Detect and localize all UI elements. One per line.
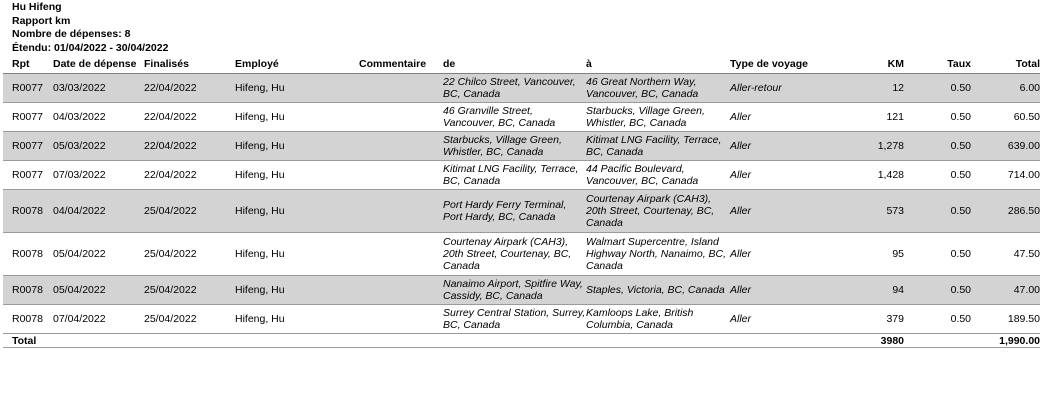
cell-to: 44 Pacific Boulevard, Vancouver, BC, Canada: [586, 163, 699, 187]
cell-total: 189.50: [1007, 313, 1040, 325]
total-label: Total: [3, 334, 53, 348]
cell-km: 1,428: [877, 169, 904, 181]
cell-rate: 0.50: [950, 140, 971, 152]
cell-total: 714.00: [1007, 169, 1040, 181]
cell-from: 22 Chilco Street, Vancouver, BC, Canada: [443, 76, 576, 100]
report-title: Rapport km: [12, 14, 71, 27]
cell-total: 60.50: [1013, 111, 1040, 123]
cell-employee: Hifeng, Hu: [235, 313, 285, 325]
cell-date: 03/03/2022: [53, 82, 106, 94]
cell-total: 286.50: [1007, 205, 1040, 217]
cell-rpt: R0077: [12, 82, 43, 94]
cell-finalized: 25/04/2022: [144, 205, 197, 217]
cell-finalized: 22/04/2022: [144, 111, 197, 123]
cell-total: 639.00: [1007, 140, 1040, 152]
cell-date: 05/04/2022: [53, 284, 106, 296]
cell-comment: [359, 161, 443, 190]
cell-to: Kamloops Lake, British Columbia, Canada: [586, 307, 694, 331]
cell-comment: [359, 233, 443, 276]
cell-trip: Aller: [730, 169, 752, 181]
cell-rate: 0.50: [950, 111, 971, 123]
cell-from: Port Hardy Ferry Terminal, Port Hardy, BC, Canada: [443, 199, 567, 223]
cell-rpt: R0077: [12, 169, 43, 181]
cell-date: 07/04/2022: [53, 313, 106, 325]
cell-trip: Aller: [730, 248, 752, 260]
cell-rate: 0.50: [950, 284, 971, 296]
table-row: [3, 305, 1040, 334]
cell-date: 05/04/2022: [53, 248, 106, 260]
cell-comment: [359, 74, 443, 103]
table-row: [3, 161, 1040, 190]
employee-name: Hu Hifeng: [12, 1, 62, 13]
cell-employee: Hifeng, Hu: [235, 169, 285, 181]
expense-table: [3, 58, 1040, 348]
cell-km: 121: [886, 111, 904, 123]
table-row: [3, 190, 1040, 233]
col-expense-date: Date de dépense: [53, 58, 144, 74]
col-from: de: [443, 58, 586, 74]
table-row: [3, 103, 1040, 132]
cell-from: 46 Granville Street, Vancouver, BC, Canada: [443, 105, 556, 129]
cell-date: 07/03/2022: [53, 169, 106, 181]
cell-km: 12: [892, 82, 904, 94]
cell-trip: Aller: [730, 140, 752, 152]
cell-rpt: R0077: [12, 111, 43, 123]
cell-employee: Hifeng, Hu: [235, 82, 285, 94]
cell-rpt: R0078: [12, 284, 43, 296]
cell-finalized: 22/04/2022: [144, 140, 197, 152]
col-km: KM: [809, 58, 904, 74]
cell-rate: 0.50: [950, 313, 971, 325]
cell-finalized: 25/04/2022: [144, 284, 197, 296]
cell-employee: Hifeng, Hu: [235, 248, 285, 260]
cell-total: 47.00: [1013, 284, 1040, 296]
cell-finalized: 22/04/2022: [144, 82, 197, 94]
date-range: Étendu: 01/04/2022 - 30/04/2022: [12, 41, 169, 54]
cell-employee: Hifeng, Hu: [235, 111, 285, 123]
cell-to: Staples, Victoria, BC, Canada: [586, 284, 725, 296]
cell-from: Starbucks, Village Green, Whistler, BC, Canada: [443, 134, 562, 158]
cell-trip: Aller: [730, 284, 752, 296]
cell-trip: Aller: [730, 205, 752, 217]
total-row: [3, 334, 1040, 348]
col-total: Total: [971, 58, 1040, 74]
table-row: [3, 74, 1040, 103]
table-header-row: [3, 58, 1040, 74]
cell-comment: [359, 103, 443, 132]
cell-rate: 0.50: [950, 248, 971, 260]
col-comment: Commentaire: [359, 58, 443, 74]
cell-date: 05/03/2022: [53, 140, 106, 152]
cell-trip: Aller: [730, 313, 752, 325]
col-finalized: Finalisés: [144, 58, 235, 74]
cell-from: Nanaimo Airport, Spitfire Way, Cassidy, BC, Canada: [443, 278, 583, 302]
cell-comment: [359, 190, 443, 233]
cell-to: Starbucks, Village Green, Whistler, BC, Canada: [586, 105, 705, 129]
cell-date: 04/04/2022: [53, 205, 106, 217]
cell-rpt: R0077: [12, 140, 43, 152]
cell-km: 573: [886, 205, 904, 217]
cell-employee: Hifeng, Hu: [235, 284, 285, 296]
col-rpt: Rpt: [3, 58, 53, 74]
cell-from: Kitimat LNG Facility, Terrace, BC, Canada: [443, 163, 579, 187]
cell-from: Courtenay Airpark (CAH3), 20th Street, Courtenay, BC, Canada: [443, 236, 572, 272]
cell-rpt: R0078: [12, 205, 43, 217]
cell-to: Courtenay Airpark (CAH3), 20th Street, Courtenay, BC, Canada: [586, 193, 715, 229]
cell-comment: [359, 276, 443, 305]
cell-to: Kitimat LNG Facility, Terrace, BC, Canada: [586, 134, 722, 158]
col-employee: Employé: [235, 58, 359, 74]
cell-km: 1,278: [877, 140, 904, 152]
cell-to: 46 Great Northern Way, Vancouver, BC, Canada: [586, 76, 699, 100]
cell-finalized: 25/04/2022: [144, 313, 197, 325]
cell-rpt: R0078: [12, 248, 43, 260]
cell-rate: 0.50: [950, 205, 971, 217]
col-trip-type: Type de voyage: [730, 58, 809, 74]
cell-km: 379: [886, 313, 904, 325]
cell-comment: [359, 132, 443, 161]
cell-km: 94: [892, 284, 904, 296]
expense-count: Nombre de dépenses: 8: [12, 28, 131, 40]
table-row: [3, 233, 1040, 276]
cell-finalized: 25/04/2022: [144, 248, 197, 260]
total-km: 3980: [809, 334, 904, 348]
table-row: [3, 276, 1040, 305]
cell-rate: 0.50: [950, 82, 971, 94]
cell-employee: Hifeng, Hu: [235, 205, 285, 217]
cell-total: 47.50: [1013, 248, 1040, 260]
cell-km: 95: [892, 248, 904, 260]
cell-finalized: 22/04/2022: [144, 169, 197, 181]
cell-total: 6.00: [1019, 82, 1040, 94]
cell-trip: Aller-retour: [730, 82, 782, 94]
cell-trip: Aller: [730, 111, 752, 123]
cell-to: Walmart Supercentre, Island Highway North, Nanaimo, BC, Canada: [586, 236, 727, 272]
col-rate: Taux: [904, 58, 971, 74]
col-to: à: [586, 58, 730, 74]
cell-comment: [359, 305, 443, 334]
cell-from: Surrey Central Station, Surrey, BC, Canada: [443, 307, 586, 331]
cell-employee: Hifeng, Hu: [235, 140, 285, 152]
table-row: [3, 132, 1040, 161]
cell-rpt: R0078: [12, 313, 43, 325]
cell-date: 04/03/2022: [53, 111, 106, 123]
cell-rate: 0.50: [950, 169, 971, 181]
report-header: [12, 1, 168, 55]
total-amount: 1,990.00: [971, 334, 1040, 348]
